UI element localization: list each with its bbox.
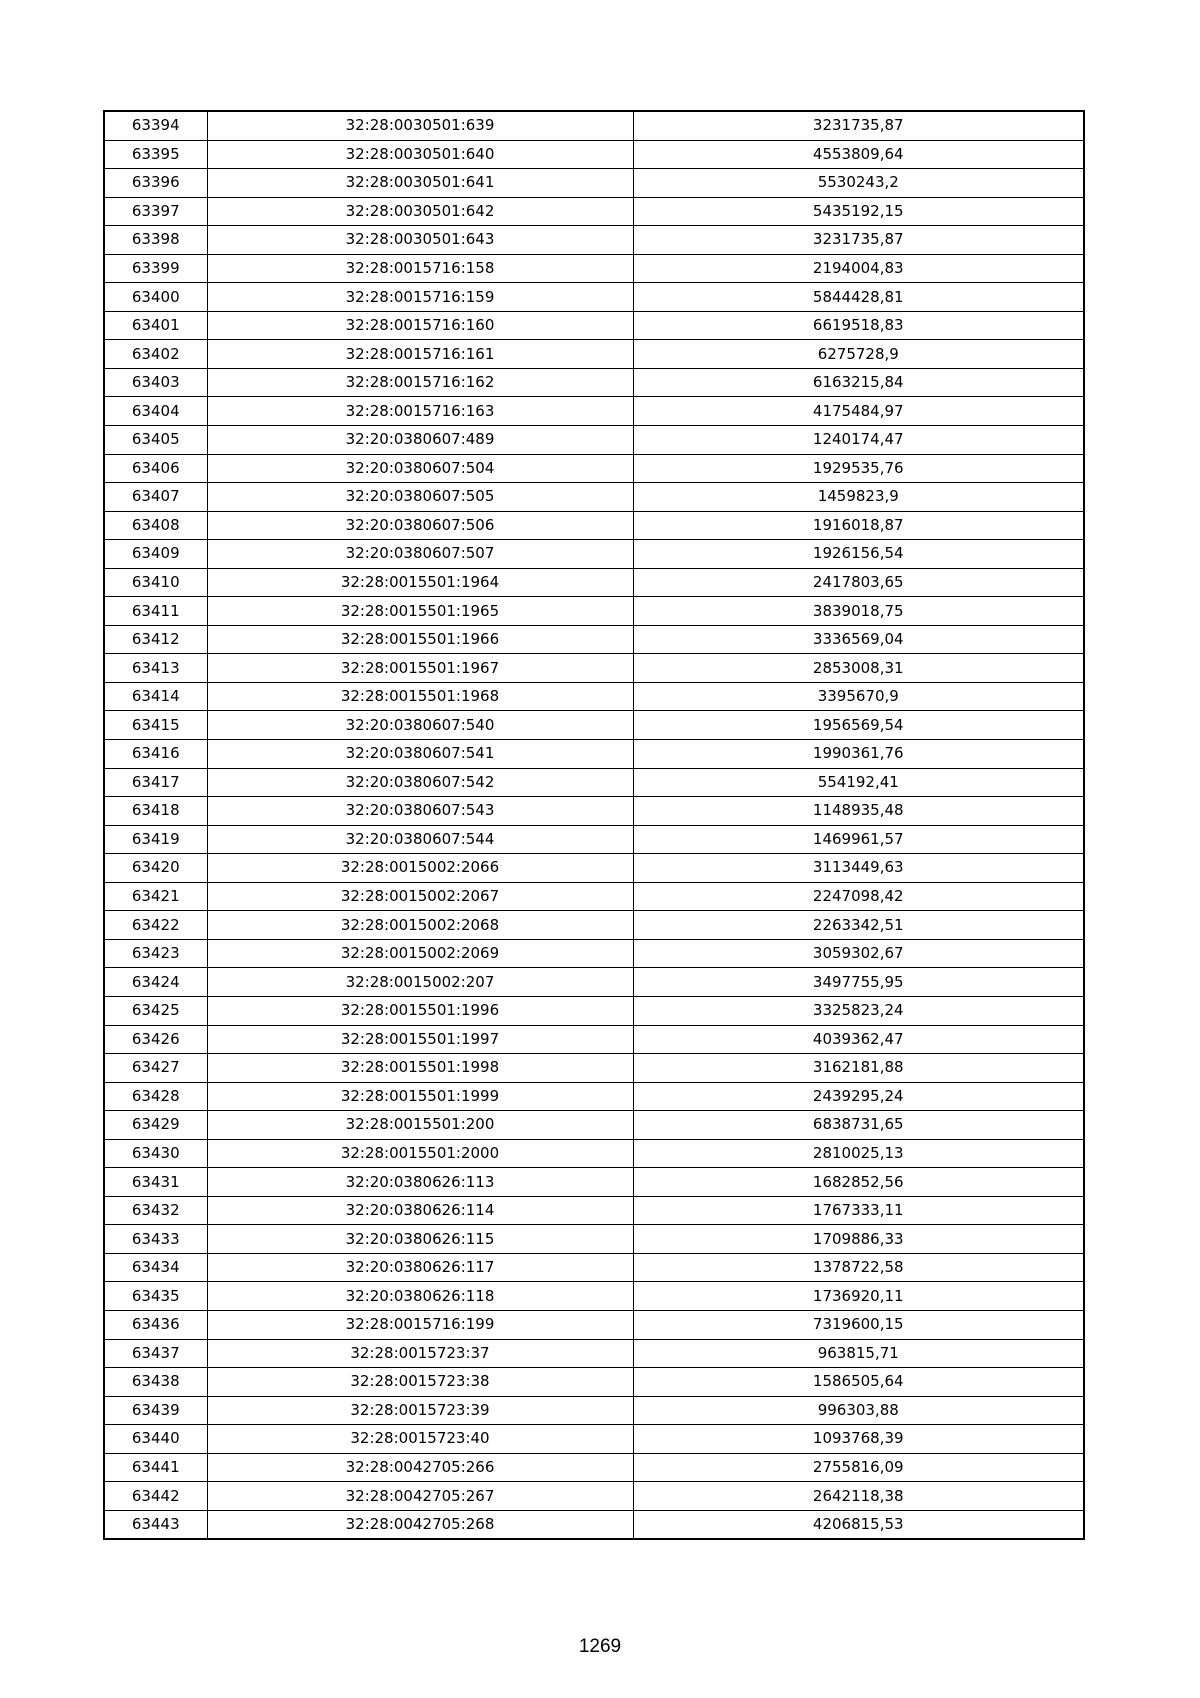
cadastral-number-cell: 32:28:0030501:642 — [207, 197, 633, 226]
value-cell: 2263342,51 — [633, 911, 1084, 940]
row-number-cell: 63431 — [104, 1168, 207, 1197]
value-cell: 6275728,9 — [633, 340, 1084, 369]
table-row — [104, 768, 1084, 797]
value-cell: 3231735,87 — [633, 226, 1084, 255]
cadastral-number-cell: 32:28:0015002:2066 — [207, 854, 633, 883]
row-number-cell: 63415 — [104, 711, 207, 740]
value-cell: 1926156,54 — [633, 540, 1084, 569]
value-cell: 6163215,84 — [633, 368, 1084, 397]
cadastral-number-cell: 32:20:0380607:542 — [207, 768, 633, 797]
value-cell: 4039362,47 — [633, 1025, 1084, 1054]
table-row — [104, 1396, 1084, 1425]
cadastral-number-cell: 32:20:0380607:540 — [207, 711, 633, 740]
value-cell: 3336569,04 — [633, 625, 1084, 654]
row-number-cell: 63443 — [104, 1510, 207, 1539]
value-cell: 554192,41 — [633, 768, 1084, 797]
row-number-cell: 63427 — [104, 1054, 207, 1083]
table-row — [104, 1310, 1084, 1339]
table-row — [104, 1482, 1084, 1511]
row-number-cell: 63400 — [104, 283, 207, 312]
cadastral-number-cell: 32:20:0380607:504 — [207, 454, 633, 483]
value-cell: 1378722,58 — [633, 1253, 1084, 1282]
row-number-cell: 63407 — [104, 483, 207, 512]
value-cell: 6619518,83 — [633, 311, 1084, 340]
row-number-cell: 63422 — [104, 911, 207, 940]
row-number-cell: 63402 — [104, 340, 207, 369]
cadastral-number-cell: 32:20:0380626:113 — [207, 1168, 633, 1197]
cadastral-number-cell: 32:28:0015716:163 — [207, 397, 633, 426]
value-cell: 2439295,24 — [633, 1082, 1084, 1111]
value-cell: 4206815,53 — [633, 1510, 1084, 1539]
cadastral-number-cell: 32:28:0030501:643 — [207, 226, 633, 255]
row-number-cell: 63419 — [104, 825, 207, 854]
value-cell: 1956569,54 — [633, 711, 1084, 740]
row-number-cell: 63397 — [104, 197, 207, 226]
cadastral-number-cell: 32:28:0015716:160 — [207, 311, 633, 340]
table-row — [104, 1139, 1084, 1168]
value-cell: 5530243,2 — [633, 169, 1084, 198]
row-number-cell: 63404 — [104, 397, 207, 426]
row-number-cell: 63442 — [104, 1482, 207, 1511]
row-number-cell: 63421 — [104, 882, 207, 911]
cadastral-number-cell: 32:28:0030501:639 — [207, 111, 633, 140]
value-cell: 1990361,76 — [633, 740, 1084, 769]
table-row — [104, 968, 1084, 997]
cadastral-number-cell: 32:28:0015501:1998 — [207, 1054, 633, 1083]
cadastral-number-cell: 32:28:0015501:1966 — [207, 625, 633, 654]
cadastral-number-cell: 32:28:0015002:207 — [207, 968, 633, 997]
table-row — [104, 597, 1084, 626]
row-number-cell: 63434 — [104, 1253, 207, 1282]
row-number-cell: 63440 — [104, 1425, 207, 1454]
table-row — [104, 1510, 1084, 1539]
table-row — [104, 1453, 1084, 1482]
row-number-cell: 63401 — [104, 311, 207, 340]
row-number-cell: 63412 — [104, 625, 207, 654]
cadastral-number-cell: 32:28:0015723:39 — [207, 1396, 633, 1425]
table-row — [104, 825, 1084, 854]
value-cell: 6838731,65 — [633, 1111, 1084, 1140]
row-number-cell: 63394 — [104, 111, 207, 140]
value-cell: 1459823,9 — [633, 483, 1084, 512]
table-row — [104, 368, 1084, 397]
table-row — [104, 111, 1084, 140]
table-row — [104, 1025, 1084, 1054]
value-cell: 1767333,11 — [633, 1196, 1084, 1225]
value-cell: 2642118,38 — [633, 1482, 1084, 1511]
row-number-cell: 63435 — [104, 1282, 207, 1311]
table-row — [104, 996, 1084, 1025]
row-number-cell: 63405 — [104, 426, 207, 455]
cadastral-number-cell: 32:28:0015501:1965 — [207, 597, 633, 626]
value-cell: 7319600,15 — [633, 1310, 1084, 1339]
row-number-cell: 63398 — [104, 226, 207, 255]
value-cell: 3162181,88 — [633, 1054, 1084, 1083]
value-cell: 2853008,31 — [633, 654, 1084, 683]
value-cell: 1682852,56 — [633, 1168, 1084, 1197]
table-row — [104, 1253, 1084, 1282]
row-number-cell: 63409 — [104, 540, 207, 569]
row-number-cell: 63437 — [104, 1339, 207, 1368]
page-number: 1269 — [578, 1636, 622, 1657]
table-row — [104, 540, 1084, 569]
table-row — [104, 797, 1084, 826]
cadastral-number-cell: 32:20:0380626:114 — [207, 1196, 633, 1225]
row-number-cell: 63428 — [104, 1082, 207, 1111]
table-row — [104, 169, 1084, 198]
table-row — [104, 1111, 1084, 1140]
row-number-cell: 63423 — [104, 939, 207, 968]
row-number-cell: 63420 — [104, 854, 207, 883]
value-cell: 3839018,75 — [633, 597, 1084, 626]
cadastral-number-cell: 32:28:0015501:200 — [207, 1111, 633, 1140]
cadastral-number-cell: 32:20:0380607:544 — [207, 825, 633, 854]
row-number-cell: 63418 — [104, 797, 207, 826]
cadastral-number-cell: 32:28:0015002:2067 — [207, 882, 633, 911]
row-number-cell: 63413 — [104, 654, 207, 683]
row-number-cell: 63399 — [104, 254, 207, 283]
cadastral-number-cell: 32:20:0380607:506 — [207, 511, 633, 540]
value-cell: 1736920,11 — [633, 1282, 1084, 1311]
value-cell: 5844428,81 — [633, 283, 1084, 312]
value-cell: 1148935,48 — [633, 797, 1084, 826]
cadastral-number-cell: 32:28:0015716:162 — [207, 368, 633, 397]
cadastral-number-cell: 32:28:0015501:1996 — [207, 996, 633, 1025]
table-row — [104, 654, 1084, 683]
value-cell: 2810025,13 — [633, 1139, 1084, 1168]
row-number-cell: 63410 — [104, 568, 207, 597]
value-cell: 996303,88 — [633, 1396, 1084, 1425]
cadastral-number-cell: 32:20:0380607:541 — [207, 740, 633, 769]
table-row — [104, 1282, 1084, 1311]
value-cell: 963815,71 — [633, 1339, 1084, 1368]
table-row — [104, 1425, 1084, 1454]
row-number-cell: 63439 — [104, 1396, 207, 1425]
row-number-cell: 63438 — [104, 1368, 207, 1397]
table-row — [104, 882, 1084, 911]
value-cell: 3231735,87 — [633, 111, 1084, 140]
table-row — [104, 397, 1084, 426]
value-cell: 1240174,47 — [633, 426, 1084, 455]
row-number-cell: 63433 — [104, 1225, 207, 1254]
row-number-cell: 63432 — [104, 1196, 207, 1225]
table-row — [104, 340, 1084, 369]
value-cell: 3113449,63 — [633, 854, 1084, 883]
row-number-cell: 63395 — [104, 140, 207, 169]
table-row — [104, 568, 1084, 597]
table-row — [104, 911, 1084, 940]
value-cell: 2194004,83 — [633, 254, 1084, 283]
row-number-cell: 63406 — [104, 454, 207, 483]
row-number-cell: 63441 — [104, 1453, 207, 1482]
cadastral-number-cell: 32:28:0015723:38 — [207, 1368, 633, 1397]
cadastral-number-cell: 32:28:0015501:1964 — [207, 568, 633, 597]
cadastral-number-cell: 32:28:0015002:2068 — [207, 911, 633, 940]
cadastral-number-cell: 32:20:0380626:117 — [207, 1253, 633, 1282]
cadastral-number-cell: 32:28:0015501:1999 — [207, 1082, 633, 1111]
table-row — [104, 1054, 1084, 1083]
cadastral-number-cell: 32:28:0015723:40 — [207, 1425, 633, 1454]
table-row — [104, 682, 1084, 711]
cadastral-number-cell: 32:28:0015716:199 — [207, 1310, 633, 1339]
table-row — [104, 483, 1084, 512]
table-row — [104, 625, 1084, 654]
row-number-cell: 63417 — [104, 768, 207, 797]
cadastral-number-cell: 32:28:0015716:158 — [207, 254, 633, 283]
table-body — [104, 111, 1084, 1539]
row-number-cell: 63411 — [104, 597, 207, 626]
row-number-cell: 63403 — [104, 368, 207, 397]
cadastral-number-cell: 32:28:0015501:1997 — [207, 1025, 633, 1054]
table-row — [104, 140, 1084, 169]
table-row — [104, 1168, 1084, 1197]
data-table — [103, 110, 1085, 1540]
table-row — [104, 1368, 1084, 1397]
table-row — [104, 254, 1084, 283]
value-cell: 1929535,76 — [633, 454, 1084, 483]
table-row — [104, 511, 1084, 540]
row-number-cell: 63408 — [104, 511, 207, 540]
table-row — [104, 1082, 1084, 1111]
cadastral-number-cell: 32:28:0015716:159 — [207, 283, 633, 312]
value-cell: 1093768,39 — [633, 1425, 1084, 1454]
cadastral-number-cell: 32:28:0030501:641 — [207, 169, 633, 198]
table-row — [104, 226, 1084, 255]
row-number-cell: 63396 — [104, 169, 207, 198]
value-cell: 3059302,67 — [633, 939, 1084, 968]
table-row — [104, 854, 1084, 883]
cadastral-number-cell: 32:28:0015501:1967 — [207, 654, 633, 683]
row-number-cell: 63436 — [104, 1310, 207, 1339]
table-row — [104, 426, 1084, 455]
value-cell: 3325823,24 — [633, 996, 1084, 1025]
cadastral-number-cell: 32:20:0380626:115 — [207, 1225, 633, 1254]
table-row — [104, 1339, 1084, 1368]
cadastral-number-cell: 32:20:0380607:507 — [207, 540, 633, 569]
cadastral-number-cell: 32:28:0015002:2069 — [207, 939, 633, 968]
row-number-cell: 63424 — [104, 968, 207, 997]
cadastral-number-cell: 32:28:0042705:266 — [207, 1453, 633, 1482]
cadastral-number-cell: 32:28:0015723:37 — [207, 1339, 633, 1368]
row-number-cell: 63429 — [104, 1111, 207, 1140]
row-number-cell: 63430 — [104, 1139, 207, 1168]
value-cell: 4553809,64 — [633, 140, 1084, 169]
cadastral-number-cell: 32:28:0042705:268 — [207, 1510, 633, 1539]
value-cell: 2247098,42 — [633, 882, 1084, 911]
cadastral-number-cell: 32:28:0015501:2000 — [207, 1139, 633, 1168]
value-cell: 4175484,97 — [633, 397, 1084, 426]
value-cell: 2417803,65 — [633, 568, 1084, 597]
value-cell: 2755816,09 — [633, 1453, 1084, 1482]
table-row — [104, 283, 1084, 312]
cadastral-number-cell: 32:20:0380607:543 — [207, 797, 633, 826]
row-number-cell: 63425 — [104, 996, 207, 1025]
cadastral-number-cell: 32:20:0380607:489 — [207, 426, 633, 455]
value-cell: 1586505,64 — [633, 1368, 1084, 1397]
table-row — [104, 939, 1084, 968]
cadastral-number-cell: 32:28:0015501:1968 — [207, 682, 633, 711]
row-number-cell: 63416 — [104, 740, 207, 769]
table-row — [104, 311, 1084, 340]
row-number-cell: 63426 — [104, 1025, 207, 1054]
table-row — [104, 454, 1084, 483]
value-cell: 3497755,95 — [633, 968, 1084, 997]
table-row — [104, 197, 1084, 226]
table-row — [104, 711, 1084, 740]
row-number-cell: 63414 — [104, 682, 207, 711]
value-cell: 3395670,9 — [633, 682, 1084, 711]
cadastral-number-cell: 32:20:0380626:118 — [207, 1282, 633, 1311]
table-row — [104, 1225, 1084, 1254]
value-cell: 1916018,87 — [633, 511, 1084, 540]
cadastral-number-cell: 32:28:0042705:267 — [207, 1482, 633, 1511]
cadastral-number-cell: 32:28:0015716:161 — [207, 340, 633, 369]
cadastral-number-cell: 32:20:0380607:505 — [207, 483, 633, 512]
value-cell: 1469961,57 — [633, 825, 1084, 854]
table-row — [104, 1196, 1084, 1225]
value-cell: 1709886,33 — [633, 1225, 1084, 1254]
table-row — [104, 740, 1084, 769]
value-cell: 5435192,15 — [633, 197, 1084, 226]
cadastral-number-cell: 32:28:0030501:640 — [207, 140, 633, 169]
